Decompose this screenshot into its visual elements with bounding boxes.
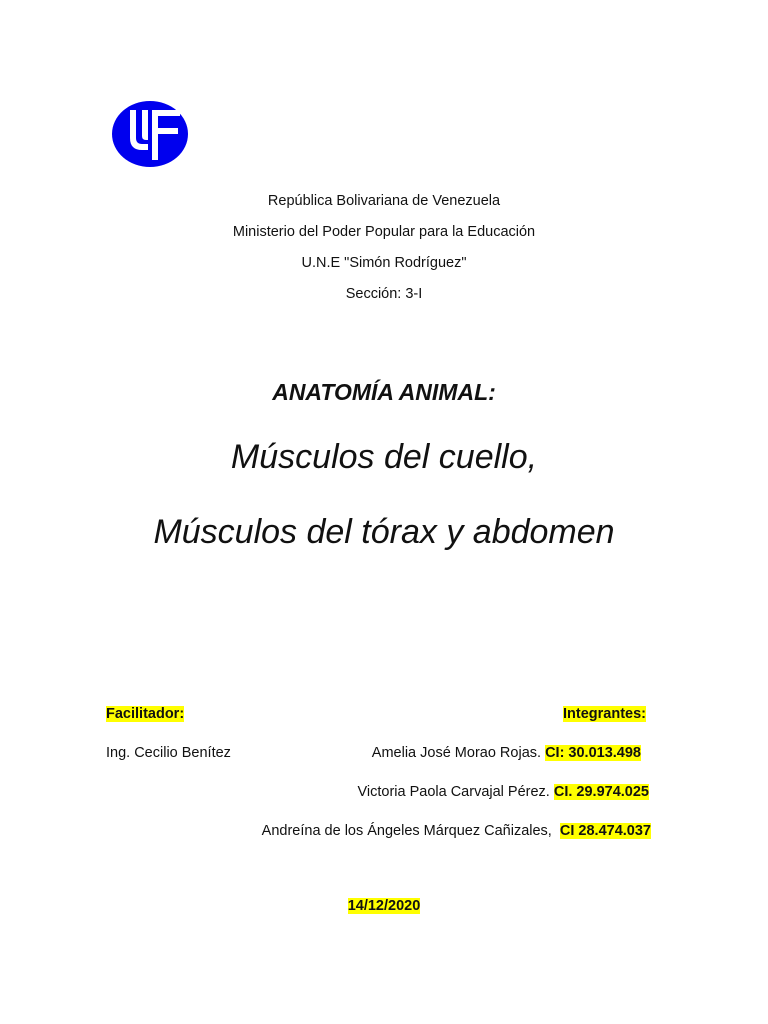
university-logo-icon bbox=[108, 92, 192, 176]
subject-heading: ANATOMÍA ANIMAL: bbox=[272, 379, 496, 405]
document-date: 14/12/2020 bbox=[347, 898, 421, 914]
member-name: Amelia José Morao Rojas. bbox=[371, 745, 546, 761]
member-id: CI: 30.013.498 bbox=[545, 745, 641, 761]
members-label bbox=[563, 705, 646, 723]
header-country: República Bolivariana de Venezuela bbox=[267, 193, 501, 209]
facilitator-name: Ing. Cecilio Benítez bbox=[106, 745, 231, 761]
header-section: Sección: 3-I bbox=[345, 286, 423, 302]
header-ministry: Ministerio del Poder Popular para la Educación bbox=[232, 224, 536, 240]
facilitator-label bbox=[106, 705, 184, 723]
title-line-2: Músculos del tórax y abdomen bbox=[153, 513, 615, 551]
date-row bbox=[0, 897, 768, 915]
members-label-text: Integrantes: bbox=[563, 706, 646, 722]
member-id: CI. 29.974.025 bbox=[553, 784, 649, 800]
member-id: CI 28.474.037 bbox=[559, 823, 651, 839]
member-row bbox=[262, 822, 651, 840]
member-row bbox=[372, 744, 641, 762]
member-name: Victoria Paola Carvajal Pérez. bbox=[357, 784, 554, 800]
title-line-1: Músculos del cuello, bbox=[230, 438, 538, 476]
member-row bbox=[357, 783, 649, 801]
header-university: U.N.E "Simón Rodríguez" bbox=[301, 255, 467, 271]
member-name: Andreína de los Ángeles Márquez Cañizales, bbox=[261, 823, 560, 839]
facilitator-label-text: Facilitador: bbox=[106, 706, 185, 722]
